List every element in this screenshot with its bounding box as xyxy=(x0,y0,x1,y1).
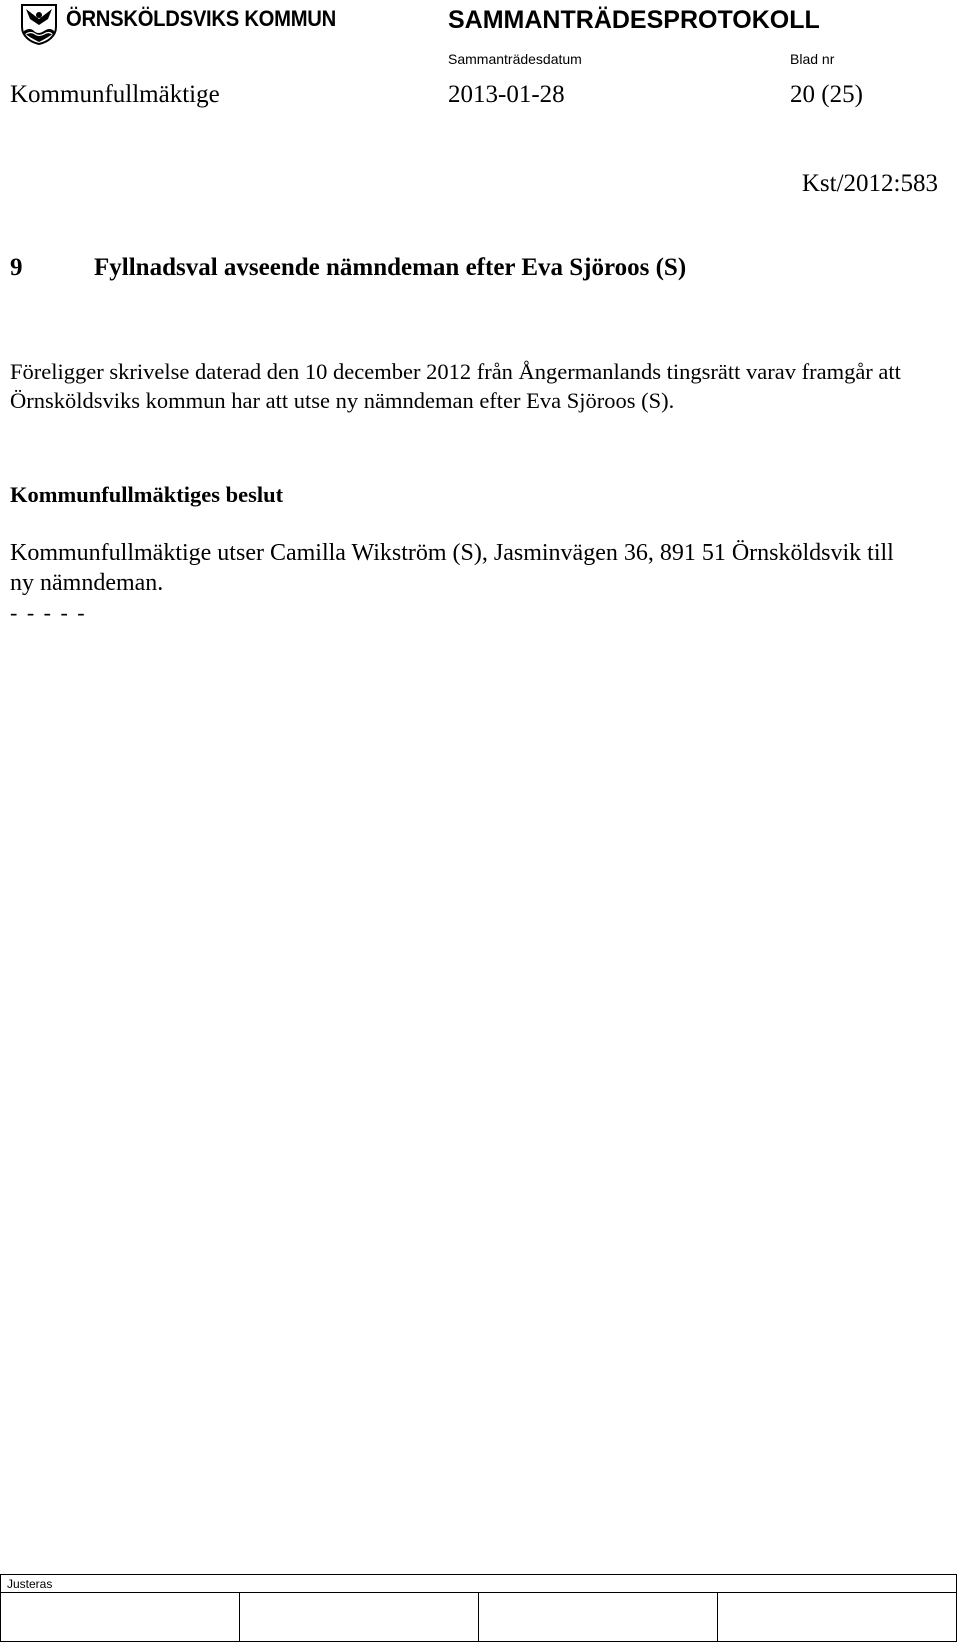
signature-cell xyxy=(718,1593,956,1641)
signature-box xyxy=(0,1574,957,1642)
page-number-label: Blad nr xyxy=(790,51,835,67)
case-reference: Kst/2012:583 xyxy=(801,170,938,197)
meeting-date: 2013-01-28 xyxy=(448,81,565,108)
document-type-title: SAMMANTRÄDESPROTOKOLL xyxy=(448,6,820,34)
municipality-coat-of-arms-icon xyxy=(20,3,58,45)
section-number: 9 xyxy=(10,254,23,281)
decision-paragraph: Kommunfullmäktige utser Camilla Wikström (S), Jasminvägen 36, 891 51 Örnsköldsvik till ny nämndeman. xyxy=(10,540,894,596)
section-title: Fyllnadsval avseende nämndeman efter Eva Sjöroos (S) xyxy=(94,254,687,281)
decision-heading: Kommunfullmäktiges beslut xyxy=(10,482,284,507)
section-heading xyxy=(10,254,686,282)
end-marker: - - - - - xyxy=(10,600,87,625)
signature-cell xyxy=(479,1593,718,1641)
background-paragraph: Föreligger skrivelse daterad den 10 december 2012 från Ångermanlands tingsrätt varav framgår att Örnsköldsviks kommun har att utse ny nämndeman efter Eva Sjöroos (S). xyxy=(10,359,901,413)
signature-row xyxy=(1,1592,956,1641)
body-name: Kommunfullmäktige xyxy=(10,81,220,108)
signature-cell xyxy=(1,1593,240,1641)
date-label: Sammanträdesdatum xyxy=(448,51,582,67)
organization-name: ÖRNSKÖLDSVIKS KOMMUN xyxy=(66,6,336,31)
signature-label: Justeras xyxy=(7,1577,53,1591)
page-number: 20 (25) xyxy=(790,81,863,108)
signature-cell xyxy=(240,1593,479,1641)
